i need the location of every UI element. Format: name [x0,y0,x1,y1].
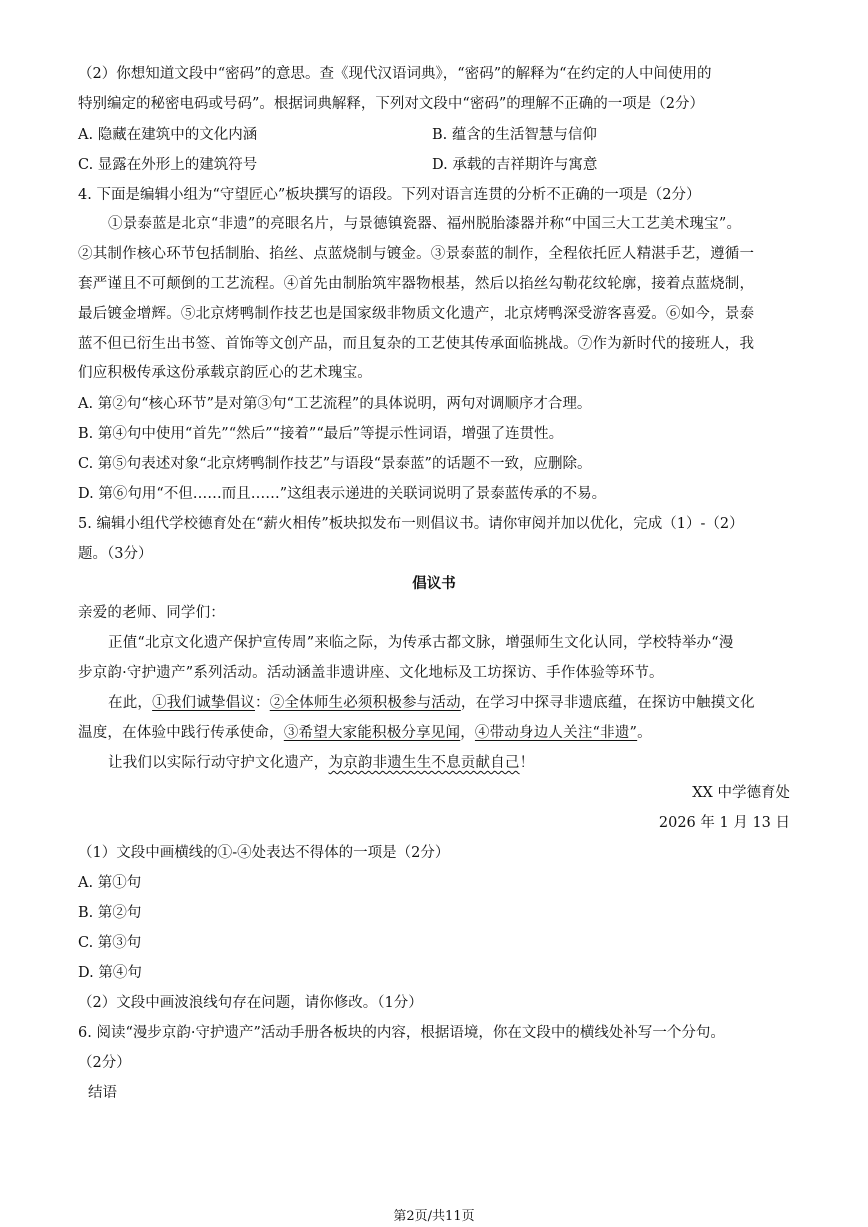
letter-date: 2026 年 1 月 13 日 [658,815,790,831]
q3-2-stem-line-2: 特别编定的秘密电码或号码”。根据词典解释，下列对文段中“密码”的理解不正确的一项是（2分） [78,96,704,112]
q4-passage-line-5: 蓝不但已衍生出书签、首饰等文创产品，而且复杂的工艺使其传承面临挑战。⑦作为新时代的接班人，我 [78,336,755,352]
q3-2-option-b: B. 蕴含的生活智慧与信仰 [432,127,597,143]
q5-sub1-option-c: C. 第③句 [78,935,142,951]
q5-sub1-option-a: A. 第①句 [78,875,142,891]
q4-passage-line-2: ②其制作核心环节包括制胎、掐丝、点蓝烧制与镀金。③景泰蓝的制作，全程依托匠人精湛手艺，遵循一 [78,246,755,262]
letter-p2-line-1 [108,693,755,713]
q4-option-d: D. 第⑥句用“不但……而且……”这组表示递进的关联词说明了景泰蓝传承的不易。 [78,486,607,502]
q5-sub1-option-b: B. 第②句 [78,905,142,921]
letter-p2-end: 。 [637,725,652,741]
letter-p3-prefix: 让我们以实际行动守护文化遗产， [108,755,329,771]
wavy-underlined-sentence: 为京韵非遗生生不息贡献自己 [328,755,520,771]
underlined-phrase-3: ③希望大家能积极分享见闻 [283,725,461,741]
underlined-phrase-2: ②全体师生必须积极参与活动 [269,695,461,711]
q5-sub1-stem: （1）文段中画横线的①-④处表达不得体的一项是（2分） [78,845,450,861]
underlined-phrase-4: ④带动身边人关注“非遗” [474,725,638,741]
q4-passage-line-6: 们应积极传承这份承载京韵匠心的艺术瑰宝。 [78,365,372,381]
letter-signature: XX 中学德育处 [692,785,790,801]
letter-p2-sep-2: ， [460,725,475,741]
q4-option-a: A. 第②句“核心环节”是对第③句“工艺流程”的具体说明，两句对调顺序才合理。 [78,396,592,412]
q4-passage-line-4: 最后镀金增辉。⑤北京烤鸭制作技艺也是国家级非物质文化遗产，北京烤鸭深受游客喜爱。⑥如今，景泰 [78,306,755,322]
q4-option-b: B. 第④句中使用“首先”“然后”“接着”“最后”等提示性词语，增强了连贯性。 [78,426,564,442]
letter-p3-end: ！ [519,755,535,771]
letter-p3 [108,753,534,773]
q4-passage-line-3: 套严谨且不可颠倒的工艺流程。④首先由制胎筑牢器物根基，然后以掐丝勾勒花纹轮廓，接着点蓝烧制， [78,276,755,292]
q3-2-option-c: C. 显露在外形上的建筑符号 [78,157,258,173]
q3-2-options-row-2 [78,155,598,175]
letter-title: 倡议书 [412,575,456,592]
letter-salutation: 亲爱的老师、同学们： [78,605,225,621]
letter-p2-line-2-prefix: 温度，在体验中践行传承使命， [78,725,284,741]
letter-p2-mid: ，在学习中探寻非遗底蕴，在探访中触摸文化 [460,695,755,711]
letter-p1-line-2: 步京韵·守护遗产”系列活动。活动涵盖非遗讲座、文化地标及工坊探访、手作体验等环节。 [78,665,664,681]
underlined-phrase-1: ①我们诚挚倡议 [152,695,256,711]
letter-p1-line-1: 正值“北京文化遗产保护宣传周”来临之际，为传承古都文脉，增强师生文化认同，学校特举办“漫 [108,635,734,651]
q5-stem-line-2: 题。（3分） [78,546,153,562]
q4-passage-line-1: ①景泰蓝是北京“非遗”的亮眼名片，与景德镇瓷器、福州脱胎漆器并称“中国三大工艺美术瑰宝”。 [108,216,742,232]
q6-stem-line-1: 6. 阅读“漫步京韵·守护遗产”活动手册各板块的内容，根据语境，你在文段中的横线处补写一个分句。 [78,1025,725,1041]
q5-stem-line-1: 5. 编辑小组代学校德育处在“薪火相传”板块拟发布一则倡议书。请你审阅并加以优化，完成（1）-（2） [78,516,744,532]
letter-p2-sep-1: ： [255,695,270,711]
q3-2-options-row-1 [78,125,597,145]
q6-section-heading: 结语 [88,1085,117,1101]
letter-p2-line-2 [78,723,652,743]
q4-option-c: C. 第⑤句表述对象“北京烤鸭制作技艺”与语段“景泰蓝”的话题不一致，应删除。 [78,456,592,472]
q3-2-option-a: A. 隐藏在建筑中的文化内涵 [78,127,258,143]
q5-sub1-option-d: D. 第④句 [78,965,142,981]
q3-2-stem-line-1: （2）你想知道文段中“密码”的意思。查《现代汉语词典》，“密码”的解释为“在约定的人中间使用的 [78,66,712,82]
q5-sub2-stem: （2）文段中画波浪线句存在问题，请你修改。（1分） [78,995,423,1011]
letter-p2-prefix: 在此， [108,695,153,711]
q4-stem: 4. 下面是编辑小组为“守望匠心”板块撰写的语段。下列对语言连贯的分析不正确的一项是（2分） [78,187,701,203]
q3-2-option-d: D. 承载的吉祥期许与寓意 [432,157,598,173]
page-footer: 第2页/共11页 [393,1209,475,1224]
q6-stem-line-2: （2分） [78,1055,131,1071]
